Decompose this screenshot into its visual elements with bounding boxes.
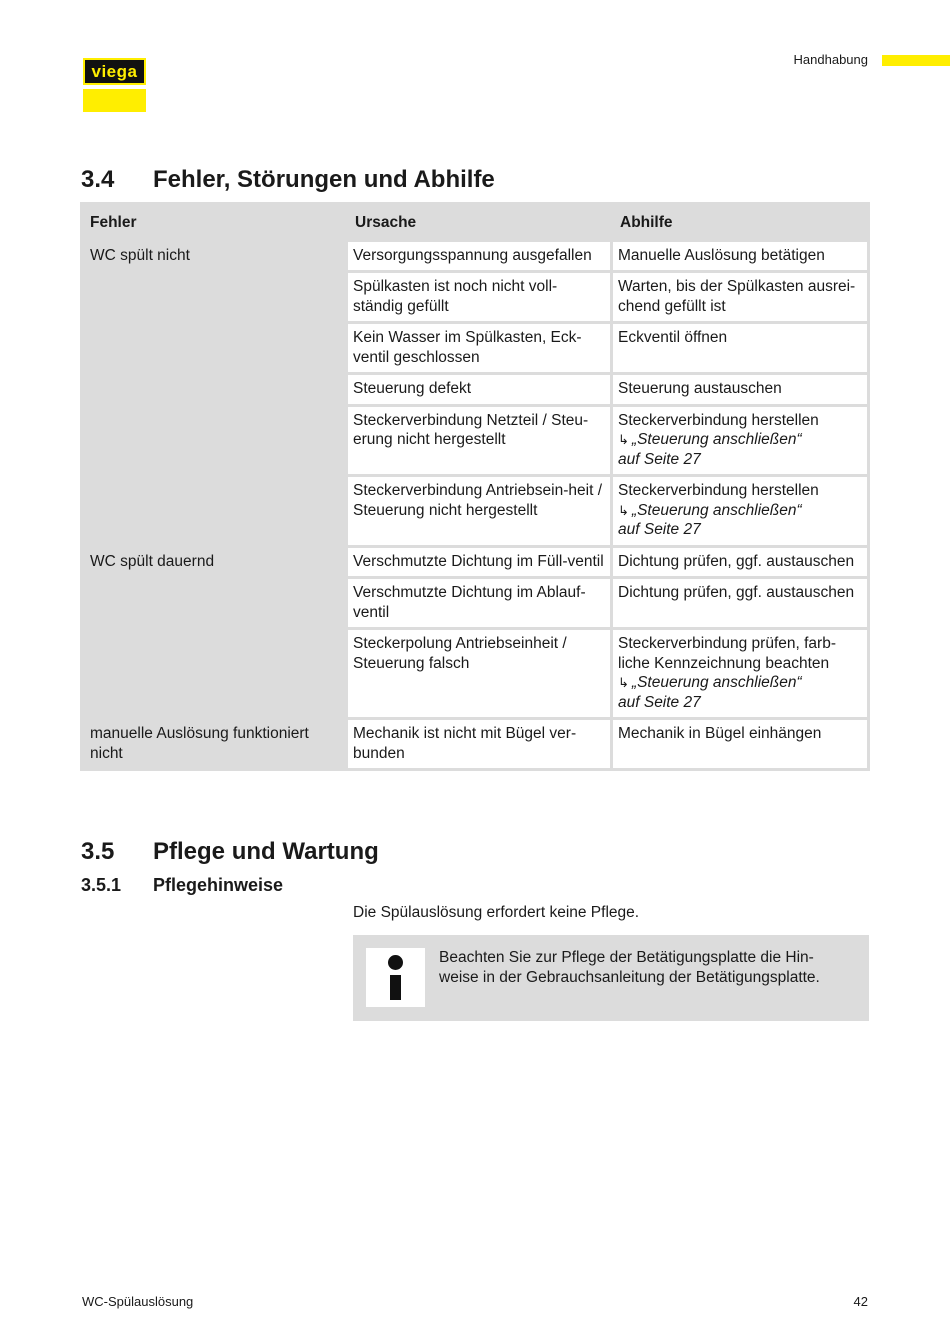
ursache-cell: Steckerverbindung Netzteil / Steu-erung nicht hergestellt — [347, 405, 612, 476]
cross-reference-link[interactable] — [618, 430, 862, 450]
subsection-number: 3.5.1 — [81, 875, 122, 895]
viega-logo — [83, 58, 146, 112]
fehler-cell: manuelle Auslösung funktioniert nicht — [82, 719, 347, 770]
ursache-cell: Verschmutzte Dichtung im Füll-ventil — [347, 546, 612, 578]
abhilfe-cell: Eckventil öffnen — [612, 323, 869, 374]
ursache-cell: Versorgungsspannung ausgefallen — [347, 240, 612, 272]
abhilfe-cell: Dichtung prüfen, ggf. austauschen — [612, 546, 869, 578]
abhilfe-cell: Dichtung prüfen, ggf. austauschen — [612, 578, 869, 629]
abhilfe-cell: Steuerung austauschen — [612, 374, 869, 406]
reference-arrow-icon: ↳ — [618, 675, 629, 690]
fehler-cell: WC spült dauernd — [82, 546, 347, 719]
header-ursache: Ursache — [347, 204, 612, 241]
header-fehler: Fehler — [82, 204, 347, 241]
section-title: Pflege und Wartung — [153, 838, 379, 865]
header-yellow-bar — [882, 55, 950, 66]
reference-title: „Steuerung anschließen“ — [631, 674, 802, 691]
footer-document-title: WC-Spülauslösung — [82, 1294, 194, 1309]
reference-arrow-icon: ↳ — [618, 502, 629, 518]
cross-reference-link[interactable] — [618, 673, 862, 693]
abhilfe-text: Steckerverbindung herstellen — [618, 482, 819, 499]
info-notice-box — [353, 935, 869, 1021]
reference-title: „Steuerung anschließen“ — [631, 431, 802, 448]
section-heading-3-5 — [81, 838, 379, 866]
abhilfe-cell: Mechanik in Bügel einhängen — [612, 719, 869, 770]
header-abhilfe: Abhilfe — [612, 204, 869, 241]
fehler-cell: WC spült nicht — [82, 240, 347, 546]
abhilfe-text: Steckerverbindung prüfen, farb-liche Kennzeichnung beachten — [618, 635, 836, 672]
section-number: 3.5 — [81, 838, 115, 865]
cross-reference-link[interactable] — [618, 501, 862, 521]
info-icon — [366, 948, 425, 1007]
ursache-cell: Kein Wasser im Spülkasten, Eck-ventil geschlossen — [347, 323, 612, 374]
ursache-cell: Mechanik ist nicht mit Bügel ver-bunden — [347, 719, 612, 770]
footer-page-number: 42 — [853, 1294, 868, 1309]
reference-page[interactable]: auf Seite 27 — [618, 693, 701, 711]
abhilfe-cell: Manuelle Auslösung betätigen — [612, 240, 869, 272]
section-number: 3.4 — [81, 166, 115, 193]
subsection-heading-3-5-1 — [81, 875, 283, 896]
logo-text: viega — [85, 60, 144, 83]
table-header-row — [82, 204, 869, 241]
error-table — [80, 202, 870, 771]
reference-page[interactable]: auf Seite 27 — [618, 450, 701, 468]
subsection-title: Pflegehinweise — [153, 875, 284, 895]
notice-text: Beachten Sie zur Pflege der Betätigungsplatte die Hin-weise in der Gebrauchsanleitung der Betätigungsplatte. — [439, 949, 820, 986]
reference-title: „Steuerung anschließen“ — [631, 501, 802, 519]
header-section-label: Handhabung — [793, 52, 868, 67]
care-body-text: Die Spülauslösung erfordert keine Pflege. — [353, 904, 640, 921]
table-row — [82, 719, 869, 770]
table-row — [82, 546, 869, 578]
ursache-cell: Steuerung defekt — [347, 374, 612, 406]
abhilfe-cell — [612, 476, 869, 547]
section-heading-3-4 — [81, 166, 495, 194]
table-row — [82, 240, 869, 272]
reference-page[interactable]: auf Seite 27 — [618, 521, 701, 538]
reference-arrow-icon: ↳ — [618, 432, 629, 447]
logo-yellow-block — [83, 89, 146, 112]
abhilfe-cell — [612, 629, 869, 719]
ursache-cell: Spülkasten ist noch nicht voll-ständig gefüllt — [347, 272, 612, 323]
abhilfe-cell: Warten, bis der Spülkasten ausrei-chend gefüllt ist — [612, 272, 869, 323]
abhilfe-text: Steckerverbindung herstellen — [618, 411, 819, 429]
ursache-cell: Steckerverbindung Antriebsein-heit / Steuerung nicht hergestellt — [347, 476, 612, 547]
ursache-cell: Verschmutzte Dichtung im Ablauf-ventil — [347, 578, 612, 629]
section-title: Fehler, Störungen und Abhilfe — [153, 166, 495, 193]
ursache-cell: Steckerpolung Antriebseinheit / Steuerung falsch — [347, 629, 612, 719]
abhilfe-cell — [612, 405, 869, 476]
